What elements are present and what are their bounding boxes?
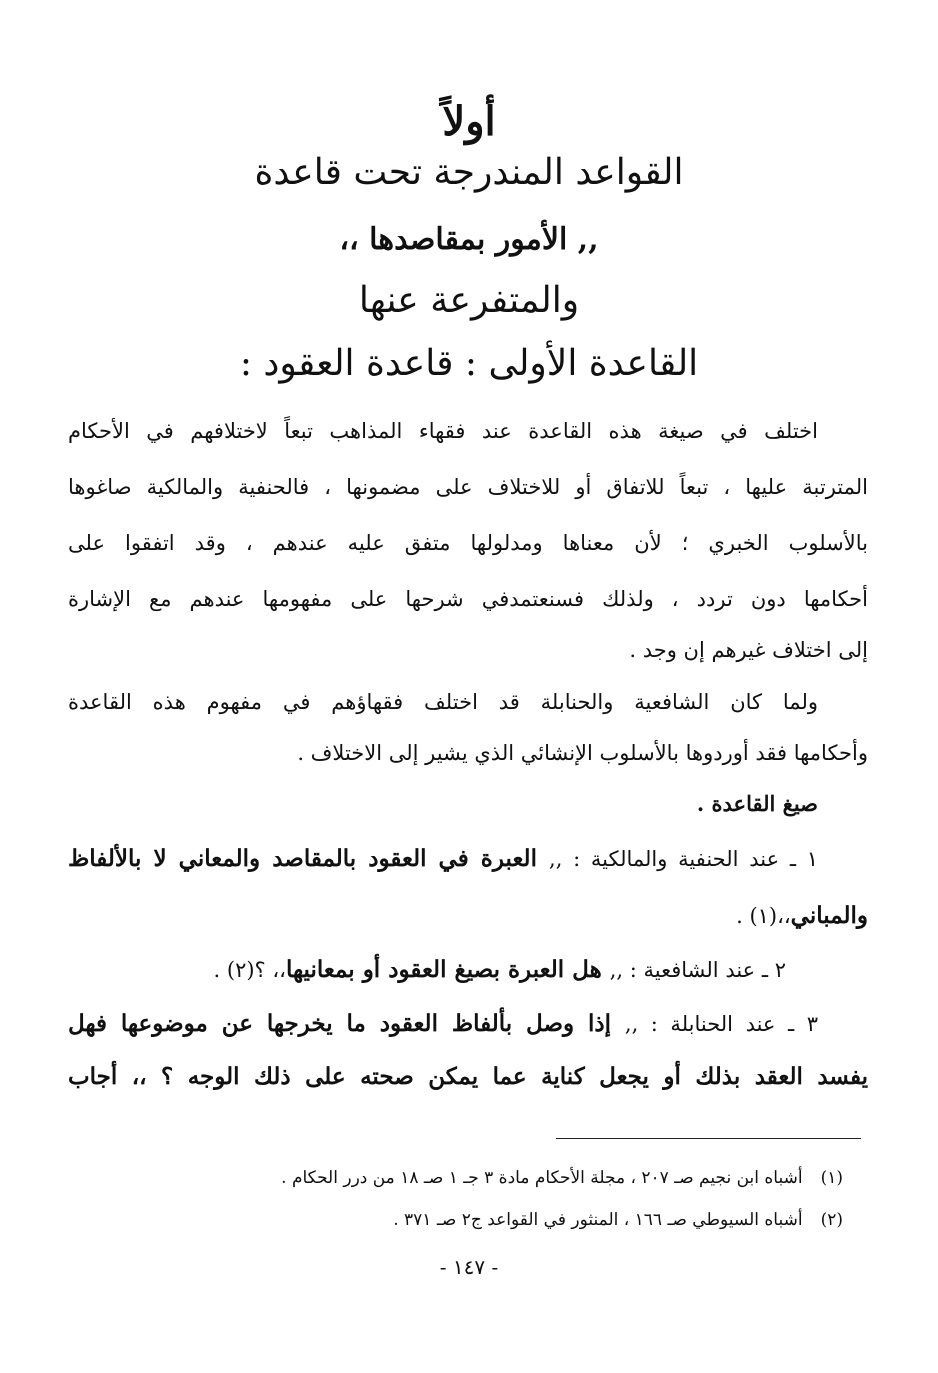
item-quote: العبرة في العقود بالمقاصد والمعاني لا بالألفاظ [68,845,550,872]
paragraph-line: بالأسلوب الخبري ؛ لأن معناها ومدلولها متفق عليه عندهم ، وقد اتفقوا على [68,531,868,555]
footnote [83,1163,843,1193]
item-suffix: ،،(١) . [736,904,791,928]
footnote [83,1205,843,1235]
section-heading-first: أولاً [442,98,496,145]
item-quote: والمباني [790,902,868,929]
paragraph-line: إلى اختلاف غيرهم إن وجد . [629,638,868,662]
item-prefix: ١ ـ عند الحنفية والمالكية : ,, [549,847,818,871]
list-item-hanbali-cont: يفسد العقد بذلك أو يجعل كناية عما يمكن صحته على ذلك الوجه ؟ ،، أجاب [68,1063,868,1090]
item-quote: إذا وصل بألفاظ العقود ما يخرجها عن موضوعها فهل [68,1010,625,1037]
footnote-separator [556,1138,861,1139]
list-item-hanafi-cont [68,896,868,936]
paragraph-line: أحكامها دون تردد ، ولذلك فسنعتمدفي شرحها على مفهومها عندهم مع الإشارة [68,587,868,611]
footnote-text: أشباه السيوطي صـ ١٦٦ ، المنثور في القواعد ج٢ صـ ٣٧١ . [393,1210,803,1230]
item-prefix: ٣ ـ عند الحنابلة : ,, [624,1012,818,1036]
paragraph-line: ولما كان الشافعية والحنابلة قد اختلف فقهاؤهم في مفهوم هذه القاعدة [68,690,818,714]
footnote-text: أشباه ابن نجيم صـ ٢٠٧ ، مجلة الأحكام مادة ٣ جـ ١ صـ ١٨ من درر الحكام . [281,1168,803,1188]
footnote-number: (١) [820,1168,843,1188]
list-item-hanbali [68,1004,818,1044]
item-suffix: ،، ؟(٢) . [213,958,286,982]
list-item-shafii [68,950,786,990]
list-item-hanafi [68,839,818,879]
forms-heading: صيغ القاعدة . [696,791,818,816]
footnote-number: (٢) [820,1210,843,1230]
chapter-subtitle: والمتفرعة عنها [358,280,580,321]
page-number: - ١٤٧ - [439,1255,499,1279]
item-quote: هل العبرة بصيغ العقود أو بمعانيها [285,956,610,983]
item-prefix: ٢ ـ عند الشافعية : ,, [609,958,786,982]
paragraph-line: وأحكامها فقد أوردوها بالأسلوب الإنشائي الذي يشير إلى الاختلاف . [297,741,868,765]
rule-title: القاعدة الأولى : قاعدة العقود : [239,343,699,384]
paragraph-line: اختلف في صيغة هذه القاعدة عند فقهاء المذاهب تبعاً لاختلافهم في الأحكام [68,419,818,443]
chapter-title: القواعد المندرجة تحت قاعدة [254,152,684,193]
paragraph-line: المترتبة عليها ، تبعاً للاتفاق أو للاختلاف على مضمونها ، فالحنفية والمالكية صاغوها [68,475,868,499]
maxim-title: ,, الأمور بمقاصدها ،، [339,222,599,257]
